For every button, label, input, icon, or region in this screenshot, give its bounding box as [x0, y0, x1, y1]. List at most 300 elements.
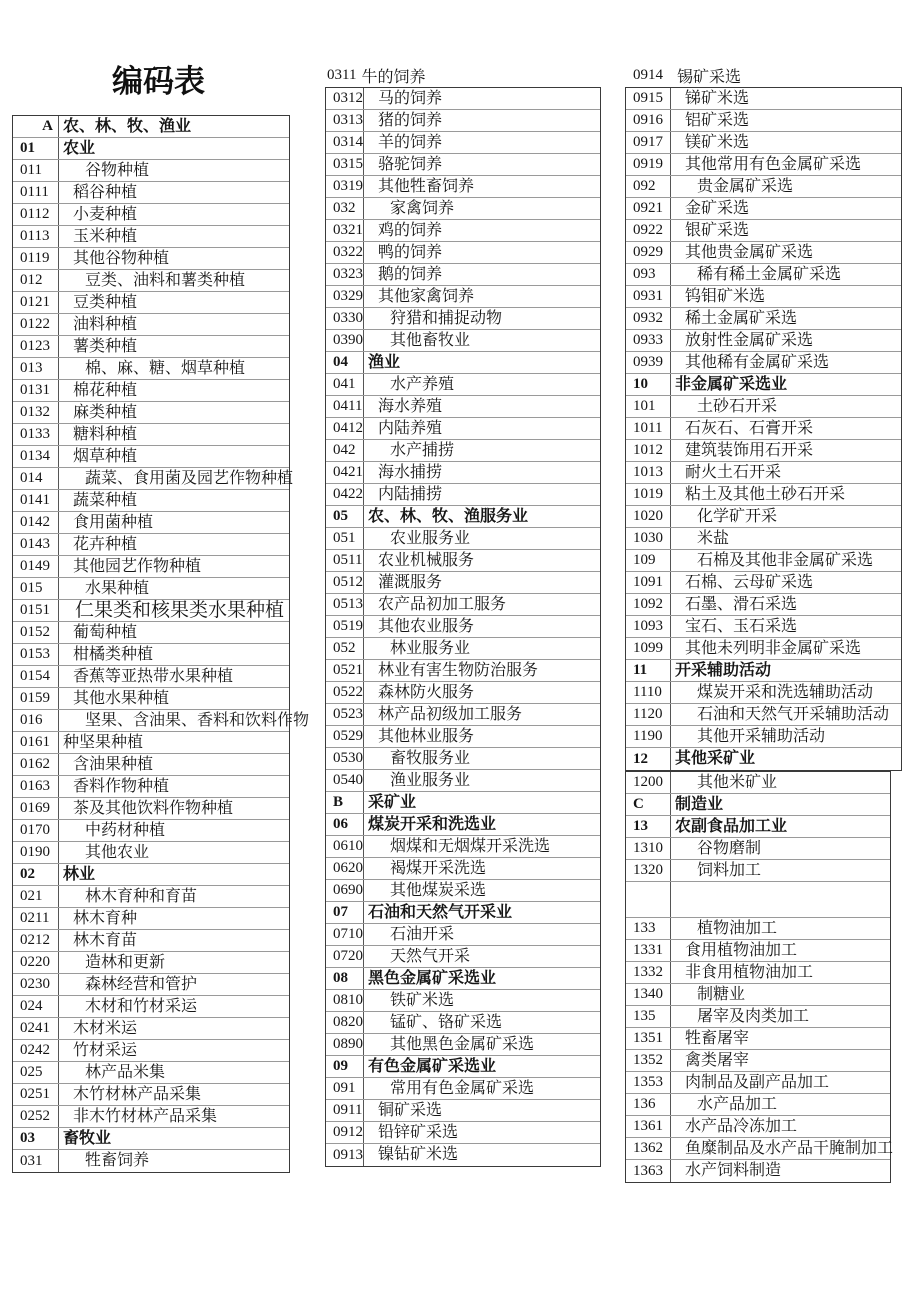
code-cell: 1190: [626, 726, 671, 747]
table-row: [326, 858, 600, 880]
name-cell: 海水捕捞: [378, 463, 443, 481]
name-cell: 烟煤和无烟煤开采洗选: [390, 837, 551, 855]
name-cell: 农、林、牧、渔服务业: [368, 507, 529, 525]
table-row: [13, 776, 289, 798]
name-cell: 水果种植: [85, 579, 150, 597]
name-cell: 其他畜牧业: [390, 331, 471, 349]
code-cell: 1019: [626, 484, 671, 505]
table-row: [13, 138, 289, 160]
name-cell: 谷物磨制: [697, 839, 762, 857]
name-cell: 放射性金属矿采选: [685, 331, 814, 349]
table-row: [626, 506, 901, 528]
code-cell: 0913: [326, 1144, 364, 1166]
code-cell: A: [13, 116, 59, 137]
table-row: [626, 418, 901, 440]
table-row: [326, 220, 600, 242]
code-cell: 0242: [13, 1040, 59, 1061]
table-row: [326, 1100, 600, 1122]
name-cell: 镍钻矿米选: [378, 1146, 459, 1163]
code-cell: [626, 882, 671, 917]
table-row: [326, 1122, 600, 1144]
table-row: [626, 726, 901, 748]
code-cell: 093: [626, 264, 671, 285]
name-cell: 其他常用有色金属矿采选: [685, 155, 862, 173]
code-cell: 1352: [626, 1050, 671, 1071]
code-cell: 136: [626, 1094, 671, 1115]
name-cell: 其他农业: [85, 843, 150, 861]
table-row: [326, 792, 600, 814]
name-cell: 非金属矿采选业: [675, 375, 788, 393]
name-cell: 羊的饲养: [378, 133, 443, 151]
table-row: [326, 198, 600, 220]
table-row: [13, 226, 289, 248]
name-cell: 小麦种植: [73, 205, 138, 223]
code-cell: 0519: [326, 616, 364, 637]
name-cell: 禽类屠宰: [685, 1051, 750, 1069]
code-cell: 0919: [626, 154, 671, 175]
table-row: [626, 286, 901, 308]
name-cell: 金矿采选: [685, 199, 750, 217]
code-cell: 0161: [13, 732, 59, 753]
code-cell: 0141: [13, 490, 59, 511]
name-cell: 葡萄种植: [73, 623, 138, 641]
code-cell: 0143: [13, 534, 59, 555]
table-row: [626, 682, 901, 704]
name-cell: 马的饲养: [378, 89, 443, 107]
name-cell: 水产品加工: [697, 1095, 778, 1113]
name-cell: 棉花种植: [73, 381, 138, 399]
table-row: [326, 506, 600, 528]
name-cell: 牲畜屠宰: [685, 1029, 750, 1047]
table-row: [626, 528, 901, 550]
table-row: [13, 424, 289, 446]
table-row: [326, 110, 600, 132]
table-row: [13, 798, 289, 820]
code-cell: 0151: [13, 600, 59, 621]
table-row: [13, 116, 289, 138]
table-row: [626, 330, 901, 352]
name-cell: 豆类种植: [73, 293, 138, 311]
code-cell: 1092: [626, 594, 671, 615]
column-1: [12, 115, 310, 1173]
name-cell: 香料作物种植: [73, 777, 170, 795]
name-cell: 石棉、云母矿采选: [685, 573, 814, 591]
name-cell: 石油和天然气开采业: [368, 903, 513, 921]
name-cell: 茶及其他饮料作物种植: [73, 799, 234, 817]
name-cell: 花卉种植: [73, 535, 138, 553]
table-row: [326, 176, 600, 198]
code-cell: 091: [326, 1078, 364, 1099]
name-cell: 非木竹材林产品采集: [73, 1107, 218, 1125]
table-row: [326, 880, 600, 902]
name-cell: 林业服务业: [390, 639, 471, 657]
code-cell: 0513: [326, 594, 364, 615]
code-cell: 0530: [326, 748, 364, 769]
table-row: [626, 984, 890, 1006]
name-cell: 鱼糜制品及水产品干腌制加工: [685, 1139, 894, 1157]
name-cell: 开采辅助活动: [675, 661, 772, 679]
name-cell: 造林和更新: [85, 953, 166, 971]
name-cell: 鸡的饲养: [378, 221, 443, 239]
code-cell: 0313: [326, 110, 364, 131]
name-cell: 渔业服务业: [390, 771, 471, 789]
table-row: [326, 902, 600, 924]
name-cell: 棉、麻、糖、烟草种植: [85, 359, 246, 377]
table-row: [326, 726, 600, 748]
code-cell: 0153: [13, 644, 59, 665]
code-cell: 041: [326, 374, 364, 395]
table-row: [13, 820, 289, 842]
name-cell: 森林防火服务: [378, 683, 475, 701]
table-row: [326, 330, 600, 352]
code-cell: 0112: [13, 204, 59, 225]
table-row: [13, 666, 289, 688]
code-cell: 13: [626, 816, 671, 837]
table-row: [326, 616, 600, 638]
table-row: [626, 638, 901, 660]
code-cell: 0314: [326, 132, 364, 153]
continuation-row: [325, 63, 601, 87]
name-cell: 其他林业服务: [378, 727, 475, 745]
code-cell: 05: [326, 506, 364, 527]
code-cell: 03: [13, 1128, 59, 1149]
code-cell: 1351: [626, 1028, 671, 1049]
code-cell: 0134: [13, 446, 59, 467]
name-cell: 中药材种植: [85, 821, 166, 839]
table-row: [626, 772, 890, 794]
table-row: [626, 748, 901, 770]
name-cell: 牲畜饲养: [85, 1152, 150, 1169]
name-cell: 铝矿采选: [685, 111, 750, 129]
table-row: [326, 924, 600, 946]
table-row: [626, 154, 901, 176]
table-row: [626, 1116, 890, 1138]
code-cell: 135: [626, 1006, 671, 1027]
name-cell: 植物油加工: [697, 919, 778, 937]
code-cell: 0390: [326, 330, 364, 351]
name-cell: 肉制品及副产品加工: [685, 1073, 830, 1091]
code-cell: 0142: [13, 512, 59, 533]
table-row: [626, 1072, 890, 1094]
table-row: [326, 1034, 600, 1056]
code-cell: 0820: [326, 1012, 364, 1033]
table-row: [13, 600, 289, 622]
name-cell: 油料种植: [73, 315, 138, 333]
name-cell: 豆类、油料和薯类种植: [85, 271, 246, 289]
code-cell: 0521: [326, 660, 364, 681]
name-cell: 石棉及其他非金属矿采选: [697, 551, 874, 569]
name-cell: 蔬菜、食用菌及园艺作物种植: [85, 469, 294, 487]
code-cell: 1012: [626, 440, 671, 461]
code-cell: 0123: [13, 336, 59, 357]
name-cell: 米盐: [697, 529, 730, 547]
code-cell: 0154: [13, 666, 59, 687]
name-cell: 其他园艺作物种植: [73, 557, 202, 575]
table-row: [13, 754, 289, 776]
table-row: [626, 594, 901, 616]
name-cell: 石墨、滑石采选: [685, 595, 798, 613]
name-cell: 农副食品加工业: [675, 817, 788, 835]
name-cell: 制造业: [675, 795, 724, 813]
table-row: [13, 842, 289, 864]
code-cell: 1093: [626, 616, 671, 637]
name-cell: 玉米种植: [73, 227, 138, 245]
code-cell: 1200: [626, 772, 671, 793]
table-row: [626, 860, 890, 882]
table-row: [326, 484, 600, 506]
code-cell: 013: [13, 358, 59, 379]
name-cell: 猪的饲养: [378, 111, 443, 129]
table-row: [326, 418, 600, 440]
code-cell: 0916: [626, 110, 671, 131]
name-cell: 屠宰及肉类加工: [697, 1007, 810, 1025]
table-row: [626, 962, 890, 984]
code-cell: 1120: [626, 704, 671, 725]
table-row: [13, 974, 289, 996]
name-cell: 水产捕捞: [390, 441, 455, 459]
code-cell: 0119: [13, 248, 59, 269]
name-cell: 其他谷物种植: [73, 249, 170, 267]
name-cell: 糖料种植: [73, 425, 138, 443]
code-cell: 0211: [13, 908, 59, 929]
name-cell: 农业机械服务: [378, 551, 475, 569]
code-cell: 032: [326, 198, 364, 219]
name-cell: 柑橘类种植: [73, 645, 154, 663]
table-row: [626, 794, 890, 816]
table-row: [626, 940, 890, 962]
code-cell: 0710: [326, 924, 364, 945]
code-cell: 10: [626, 374, 671, 395]
name-cell: 食用植物油加工: [685, 941, 798, 959]
code-cell: 1340: [626, 984, 671, 1005]
code-cell: 0411: [326, 396, 364, 417]
name-cell: 常用有色金属矿采选: [390, 1079, 535, 1097]
table-row: [13, 556, 289, 578]
table-row: [13, 358, 289, 380]
code-cell: 1013: [626, 462, 671, 483]
table-row: [326, 946, 600, 968]
code-cell: 0159: [13, 688, 59, 709]
name-cell: 褐煤开采洗选: [390, 859, 487, 877]
code-cell: 031: [13, 1150, 59, 1172]
code-cell: 109: [626, 550, 671, 571]
name-cell: 非食用植物油加工: [685, 963, 814, 981]
table-row: [326, 440, 600, 462]
name-cell: 黑色金属矿采选业: [368, 969, 497, 987]
name-cell: 畜牧服务业: [390, 749, 471, 767]
name-cell: 煤炭开采和洗选辅助活动: [697, 683, 874, 701]
code-cell: 042: [326, 440, 364, 461]
table-row: [13, 1150, 289, 1172]
table-row: [626, 838, 890, 860]
code-cell: 0230: [13, 974, 59, 995]
table-row: [326, 638, 600, 660]
code-cell: 014: [13, 468, 59, 489]
table-row: [326, 308, 600, 330]
name-cell: 木材和竹材采运: [85, 997, 198, 1015]
code-cell: 052: [326, 638, 364, 659]
table-fragment-1: [325, 87, 601, 1167]
code-cell: 0251: [13, 1084, 59, 1105]
code-cell: 0311: [327, 66, 357, 83]
table-row: [13, 710, 310, 732]
table-row: [326, 968, 600, 990]
table-row: [626, 440, 901, 462]
name-cell: 铅锌矿采选: [378, 1123, 459, 1141]
table-row: [13, 996, 289, 1018]
code-cell: 06: [326, 814, 364, 835]
name-cell: 有色金属矿采选业: [368, 1057, 497, 1075]
table-row: [326, 682, 600, 704]
code-cell: 0133: [13, 424, 59, 445]
code-cell: 0131: [13, 380, 59, 401]
code-cell: 0149: [13, 556, 59, 577]
name-cell: 稀有稀土金属矿采选: [697, 265, 842, 283]
table-row: [13, 512, 289, 534]
table-row: [626, 704, 901, 726]
table-row: [626, 396, 901, 418]
name-cell: 银矿采选: [685, 221, 750, 239]
code-cell: 024: [13, 996, 59, 1017]
table-row: [13, 578, 289, 600]
table-row: [13, 468, 294, 490]
column-2: [325, 63, 601, 1167]
name-cell: 林产品初级加工服务: [378, 705, 523, 723]
name-cell: 狩猎和捕捉动物: [390, 309, 503, 327]
table-row: [13, 336, 289, 358]
table-row: [626, 1006, 890, 1028]
name-cell: 鹅的饲养: [378, 265, 443, 283]
code-cell: 0911: [326, 1100, 364, 1121]
table-row: [13, 622, 289, 644]
name-cell: 坚果、含油果、香料和饮料作物: [85, 711, 310, 729]
table-row: [626, 918, 890, 940]
table-row: [626, 1050, 890, 1072]
code-cell: 0931: [626, 286, 671, 307]
code-cell: 0933: [626, 330, 671, 351]
name-cell: 林业: [63, 865, 96, 883]
column-3: [625, 63, 902, 1183]
table-row: [326, 264, 600, 286]
name-cell: 种坚果种植: [63, 733, 144, 751]
code-cell: 016: [13, 710, 59, 731]
code-cell: 0921: [626, 198, 671, 219]
code-cell: 0512: [326, 572, 364, 593]
table-row: [326, 286, 600, 308]
code-cell: 0329: [326, 286, 364, 307]
table-row: [626, 484, 901, 506]
table-row: [326, 770, 600, 792]
code-cell: 0412: [326, 418, 364, 439]
code-cell: 0511: [326, 550, 364, 571]
name-cell: 骆驼饲养: [378, 155, 443, 173]
name-cell: 石油和天然气开采辅助活动: [697, 705, 890, 723]
page-title: 编码表: [112, 64, 205, 99]
table-row: [626, 1028, 890, 1050]
code-cell: 1310: [626, 838, 671, 859]
name-cell: 蔬菜种植: [73, 491, 138, 509]
table-row: [13, 160, 289, 182]
table-row: [326, 704, 600, 726]
table-row: [626, 308, 901, 330]
table-row: [326, 814, 600, 836]
table-row: [626, 198, 901, 220]
table-row: [626, 816, 890, 838]
name-cell: 牛的饲养: [361, 68, 426, 86]
table-row: [13, 1062, 289, 1084]
code-cell: 1361: [626, 1116, 671, 1137]
table-row: [13, 534, 289, 556]
code-cell: 0322: [326, 242, 364, 263]
code-cell: 0122: [13, 314, 59, 335]
code-cell: 0323: [326, 264, 364, 285]
name-cell: 宝石、玉石采选: [685, 617, 798, 635]
name-cell: 其他贵金属矿采选: [685, 243, 814, 261]
table-row: [626, 882, 890, 918]
table-row: [13, 644, 289, 666]
code-cell: 0163: [13, 776, 59, 797]
code-cell: 0421: [326, 462, 364, 483]
code-cell: 08: [326, 968, 364, 989]
code-cell: 012: [13, 270, 59, 291]
table-row: [626, 550, 901, 572]
table-row: [326, 990, 600, 1012]
code-cell: 12: [626, 748, 671, 770]
name-cell: 麻类种植: [73, 403, 138, 421]
code-cell: 025: [13, 1062, 59, 1083]
code-cell: 0312: [326, 88, 364, 109]
table-row: [626, 374, 901, 396]
code-cell: 0929: [626, 242, 671, 263]
code-cell: 1331: [626, 940, 671, 961]
name-cell: 饲料加工: [697, 861, 762, 879]
name-cell: 石灰石、石膏开采: [685, 419, 814, 437]
name-cell: 内陆养殖: [378, 419, 443, 437]
table-row: [326, 594, 600, 616]
table-row: [13, 1084, 289, 1106]
code-cell: 0170: [13, 820, 59, 841]
name-cell: 林木育种: [73, 909, 138, 927]
table-row: [326, 572, 600, 594]
code-cell: 1332: [626, 962, 671, 983]
table-row: [626, 88, 901, 110]
table-row: [13, 446, 289, 468]
name-cell: 森林经营和管护: [85, 975, 198, 993]
code-cell: 011: [13, 160, 59, 181]
table-row: [326, 1078, 600, 1100]
table-row: [326, 748, 600, 770]
code-cell: 0162: [13, 754, 59, 775]
table-row: [326, 88, 600, 110]
name-cell: 木竹材林产品采集: [73, 1085, 202, 1103]
name-cell: 林木育苗: [73, 931, 138, 949]
code-cell: 0330: [326, 308, 364, 329]
code-cell: 101: [626, 396, 671, 417]
code-cell: 0169: [13, 798, 59, 819]
code-cell: 0152: [13, 622, 59, 643]
name-cell: 林木育种和育苗: [85, 887, 198, 905]
code-cell: 092: [626, 176, 671, 197]
code-cell: 0319: [326, 176, 364, 197]
code-cell: 1110: [626, 682, 671, 703]
name-cell: 林业有害生物防治服务: [378, 661, 539, 679]
table-row: [326, 154, 600, 176]
code-cell: 04: [326, 352, 364, 373]
table-row: [13, 886, 289, 908]
name-cell: 渔业: [368, 353, 401, 371]
code-cell: 021: [13, 886, 59, 907]
code-cell: 07: [326, 902, 364, 923]
